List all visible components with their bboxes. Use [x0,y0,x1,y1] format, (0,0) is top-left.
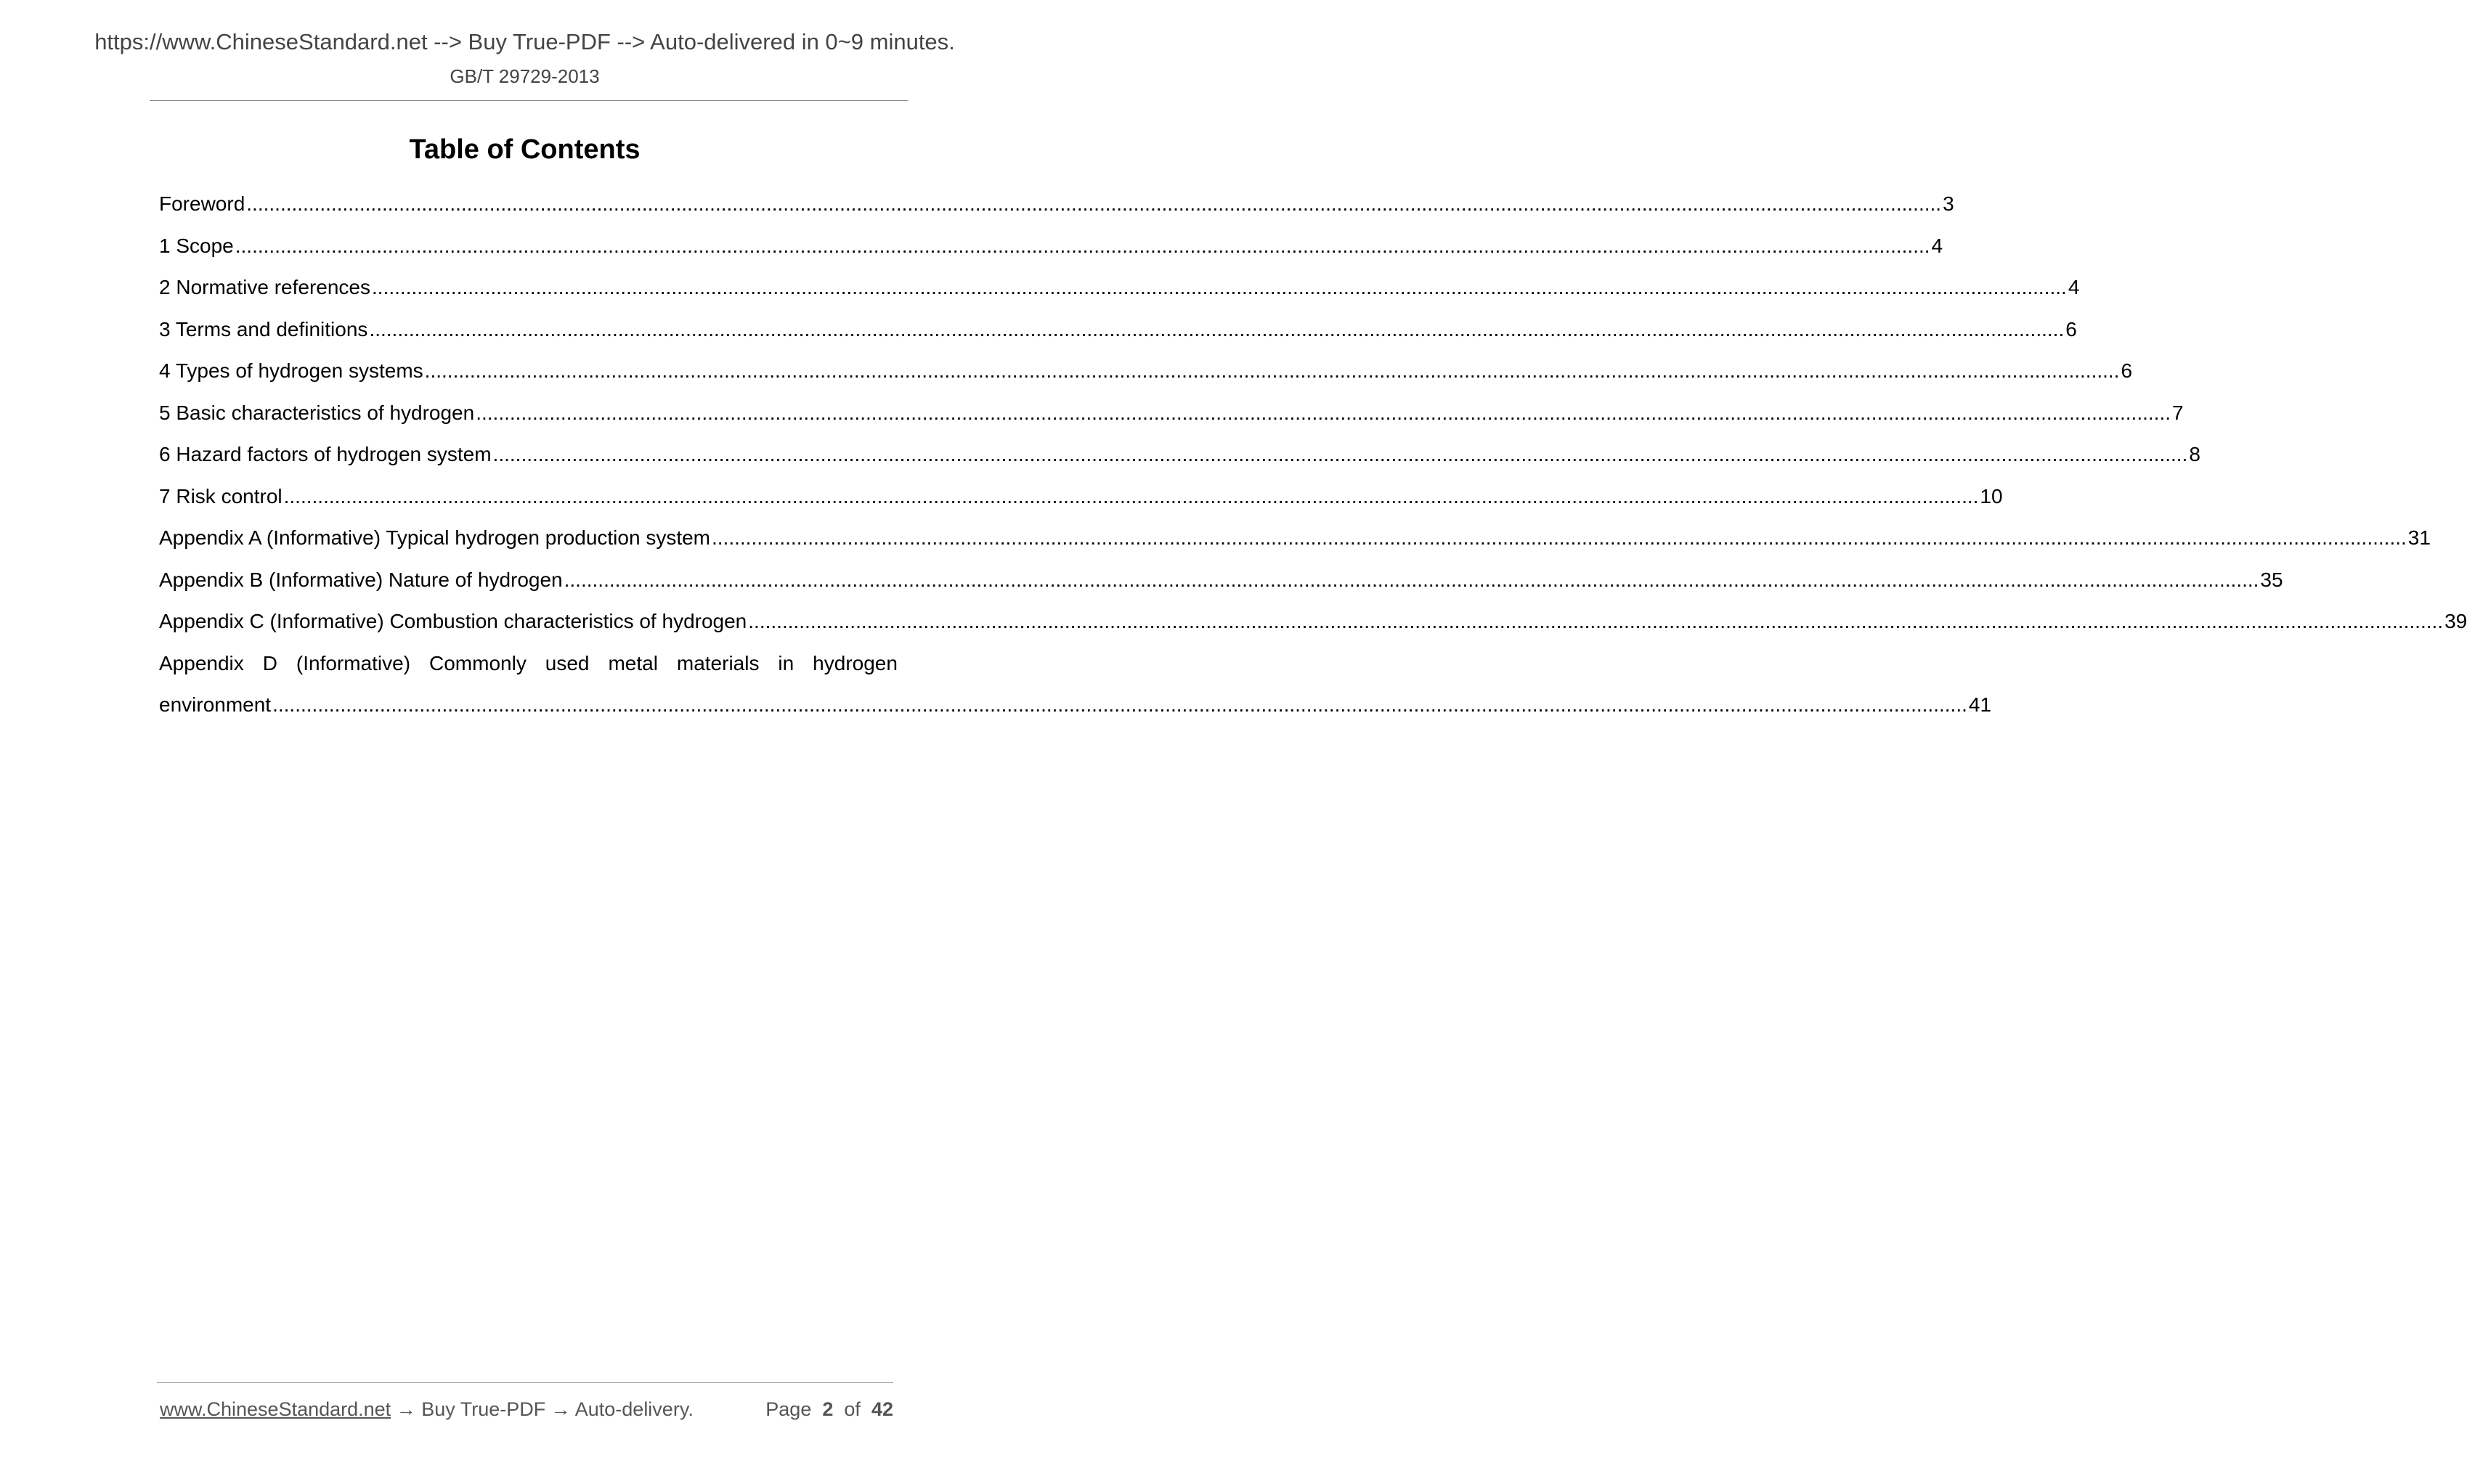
toc-entries [159,183,2467,643]
toc-entry[interactable] [159,309,2077,351]
toc-leader-dots: ............................................................................................................................................................................................................................................................................................................ [235,234,1930,257]
toc-word: (Informative) [296,651,411,674]
page-indicator [765,1398,893,1421]
page-current: 2 [822,1398,834,1420]
toc-entry-label: 6 Hazard factors of hydrogen system [159,443,492,465]
toc-entry-label: Appendix C (Informative) Combustion characteristics of hydrogen [159,610,747,632]
toc-entry-page: 4 [1931,234,1943,257]
toc-entry[interactable] [159,433,2200,476]
toc-word: materials [676,651,760,674]
toc-entry-label: 2 Normative references [159,276,371,298]
toc-leader-dots: ............................................................................................................................................................................................................................................................................................................ [748,610,2444,632]
header-divider [150,100,908,101]
toc-entry-page: 8 [2189,443,2200,465]
top-banner: https://www.ChineseStandard.net --> Buy True-PDF --> Auto-delivered in 0~9 minutes. [94,29,955,54]
toc-entry-label: 4 Types of hydrogen systems [159,359,423,382]
toc-entry[interactable] [159,476,2003,518]
toc-entry-label: Appendix B (Informative) Nature of hydrogen [159,568,563,591]
toc-entry[interactable] [159,225,1943,267]
toc-word: Appendix [159,651,244,674]
toc-entry-label: 5 Basic characteristics of hydrogen [159,401,475,424]
page-word: Page [765,1398,812,1420]
footer-divider [157,1382,893,1383]
toc-entry-label: Foreword [159,192,245,215]
toc-leader-dots: ............................................................................................................................................................................................................................................................................................................ [372,276,2067,298]
toc-entry-label: 1 Scope [159,234,234,257]
page-of-word: of [844,1398,861,1420]
toc-leader-dots: ............................................................................................................................................................................................................................................................................................................ [283,484,1979,507]
toc-word: used [545,651,590,674]
toc-entry[interactable] [159,600,2467,643]
page-total: 42 [871,1398,893,1420]
toc-entry[interactable] [159,266,2080,309]
toc-word: D [262,651,277,674]
toc-leader-dots: ............................................................................................................................................................................................................................................................................................................ [712,526,2407,549]
toc-entry-page: 41 [1968,693,1992,716]
toc-entry-label: Appendix A (Informative) Typical hydrogen production system [159,526,710,549]
toc-entry-page: 6 [2121,359,2133,382]
toc-entry-appendix-d-line1[interactable] [159,643,898,685]
toc-entry-page: 39 [2444,610,2467,632]
toc-entry-page: 31 [2407,526,2431,549]
toc-entry-page: 3 [1943,192,1954,215]
toc-entry[interactable] [159,183,1954,225]
toc-entry[interactable] [159,559,2283,601]
toc-entry-label: environment [159,693,272,716]
toc-leader-dots: ............................................................................................................................................................................................................................................................................................................ [564,568,2259,591]
toc-entry-page: 7 [2172,401,2184,424]
toc-entry-page: 35 [2260,568,2283,591]
toc-title: Table of Contents [409,134,641,165]
toc-entry-appendix-d-line2[interactable] [159,684,1992,726]
toc-word: in [778,651,794,674]
table-of-contents [159,183,2467,726]
document-code: GB/T 29729-2013 [450,65,600,87]
toc-leader-dots: ............................................................................................................................................................................................................................................................................................................ [369,317,2065,341]
footer-site-link[interactable]: www.ChineseStandard.net [160,1398,391,1420]
toc-entry-label: 3 Terms and definitions [159,317,368,341]
toc-entry-page: 4 [2068,276,2080,298]
toc-entry-page: 6 [2065,317,2077,341]
toc-word: Commonly [429,651,527,674]
toc-leader-dots: ............................................................................................................................................................................................................................................................................................................ [424,359,2120,382]
toc-entry[interactable] [159,517,2431,559]
toc-leader-dots: ............................................................................................................................................................................................................................................................................................................ [272,693,1967,716]
toc-word: metal [608,651,658,674]
toc-entry-label: 7 Risk control [159,484,283,507]
footer [160,1398,893,1421]
toc-word: hydrogen [813,651,898,674]
toc-leader-dots: ............................................................................................................................................................................................................................................................................................................ [476,401,2171,424]
toc-leader-dots: ............................................................................................................................................................................................................................................................................................................ [492,443,2188,465]
footer-tagline: → Buy True-PDF → Auto-delivery. [391,1398,694,1420]
toc-leader-dots: ............................................................................................................................................................................................................................................................................................................ [246,192,1942,215]
toc-entry-page: 10 [1980,484,2003,507]
toc-entry[interactable] [159,392,2184,434]
toc-entry[interactable] [159,350,2133,392]
